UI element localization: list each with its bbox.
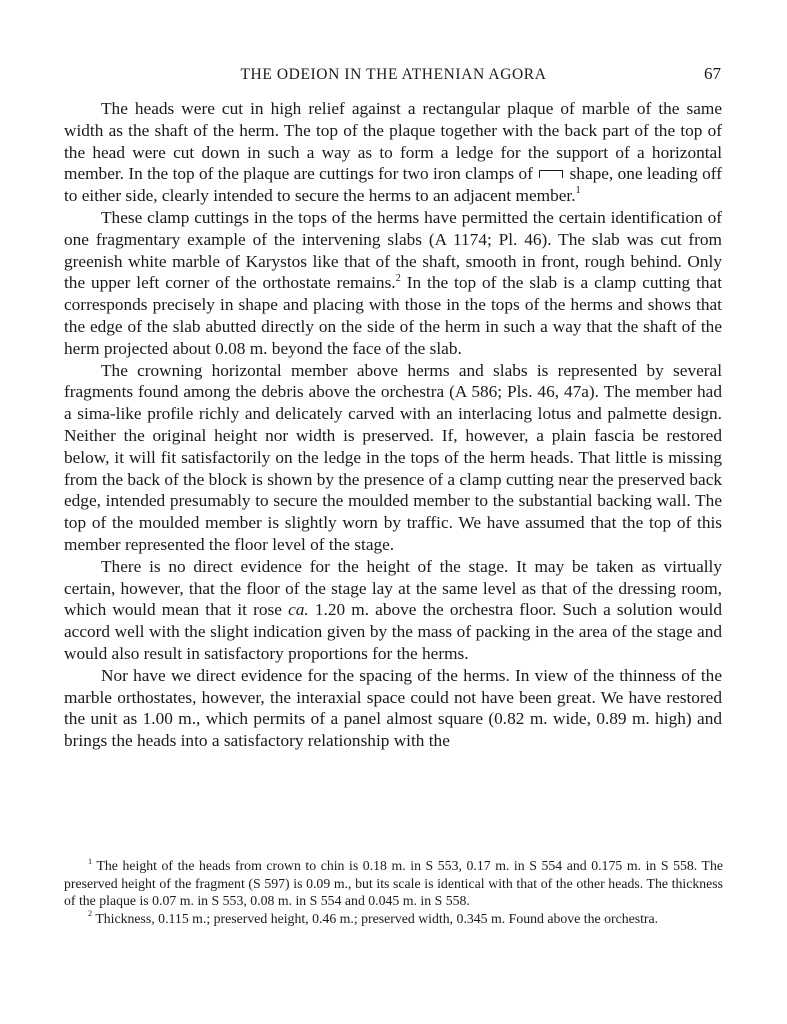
page-number: 67	[704, 64, 721, 83]
paragraph-2-text-a: These clamp cuttings in the tops of the herms have permitted the certain identification of one fragmentary example of the intervening slabs (A 1174; Pl. 46). The slab was cut from greenish white marble of Karystos like that of the shaft, smooth in front, rough behind. Only the upper left corner of the orthostate remains.	[64, 207, 722, 293]
footnote-2	[64, 910, 723, 928]
paragraph-1	[64, 98, 722, 207]
paragraph-4-text-b: 1.20 m. above the orchestra floor. Such a solution would accord well with the slight indication given by the mass of packing in the area of the stage and would also result in satisfactory proportions for the herms.	[64, 600, 722, 663]
footnote-ref-1: 1	[575, 185, 581, 197]
footnote-2-marker: 2	[88, 909, 93, 919]
paragraph-1-text-a: The heads were cut in high relief against a rectangular plaque of marble of the same width as the shaft of the herm. The top of the plaque together with the back part of the top of the head were cut down in such a way as to form a ledge for the support of a horizontal member. In the top of the plaque are cuttings for two iron clamps of	[64, 99, 722, 184]
paragraph-3: The crowning horizontal member above herms and slabs is represented by several fragments found among the debris above the orchestra (A 586; Pls. 46, 47a). The member had a sima-like profile richly and delicately carved with an interlacing lotus and palmette design. Neither the original height nor width is preserved. If, however, a plain fascia be restored below, it will fit satisfactorily on the ledge in the tops of the herm heads. That little is missing from the back of the block is shown by the presence of a clamp cutting near the preserved back edge, intended presumably to secure the moulded member to the substantial backing wall. The top of the moulded member is slightly worn by traffic. We have assumed that the top of this member represented the floor level of the stage.	[64, 360, 722, 554]
paragraph-4-abbrev: ca.	[288, 600, 309, 620]
footnote-1	[64, 857, 723, 910]
paragraph-4	[64, 556, 722, 665]
footnote-1-text: The height of the heads from crown to chin is 0.18 m. in S 553, 0.17 m. in S 554 and 0.175 m. in S 558. The preserved height of the fragment (S 597) is 0.09 m., but its scale is identical with that of the other heads. The thickness of the plaque is 0.07 m. in S 553, 0.08 m. in S 554 and 0.045 m. in S 558.	[64, 858, 724, 909]
page-header	[66, 62, 721, 88]
footnotes	[64, 857, 723, 927]
body-text	[64, 98, 722, 752]
running-title: THE ODEION IN THE ATHENIAN AGORA	[240, 66, 547, 83]
paragraph-2-text-b: In the top of the slab is a clamp cutting that corresponds precisely in shape and placing with those in the tops of the herms and shows that the edge of the slab abutted directly on the side of the herm in such a way that the shaft of the herm projected about 0.08 m. beyond the face of the slab.	[64, 273, 723, 358]
footnote-2-text: Thickness, 0.115 m.; preserved height, 0.46 m.; preserved width, 0.345 m. Found above the orchestra.	[95, 910, 659, 926]
paragraph-1-text-b: shape, one leading off to either side, clearly intended to secure the herms to an adjacent member.	[64, 164, 722, 206]
paragraph-4-text-a: There is no direct evidence for the height of the stage. It may be taken as virtually certain, however, that the floor of the stage lay at the same level as that of the dressing room, which would mean that it rose	[64, 556, 722, 620]
paragraph-2	[64, 207, 722, 360]
footnote-1-marker: 1	[88, 856, 93, 866]
paragraph-5: Nor have we direct evidence for the spacing of the herms. In view of the thinness of the marble orthostates, however, the interaxial space could not have been great. We have restored the unit as 1.00 m., which permits of a panel almost square (0.82 m. wide, 0.89 m. high) and brings the heads into a satisfactory relationship with the	[64, 665, 722, 751]
footnote-ref-2: 2	[395, 272, 401, 284]
clamp-shape-icon	[539, 170, 563, 178]
